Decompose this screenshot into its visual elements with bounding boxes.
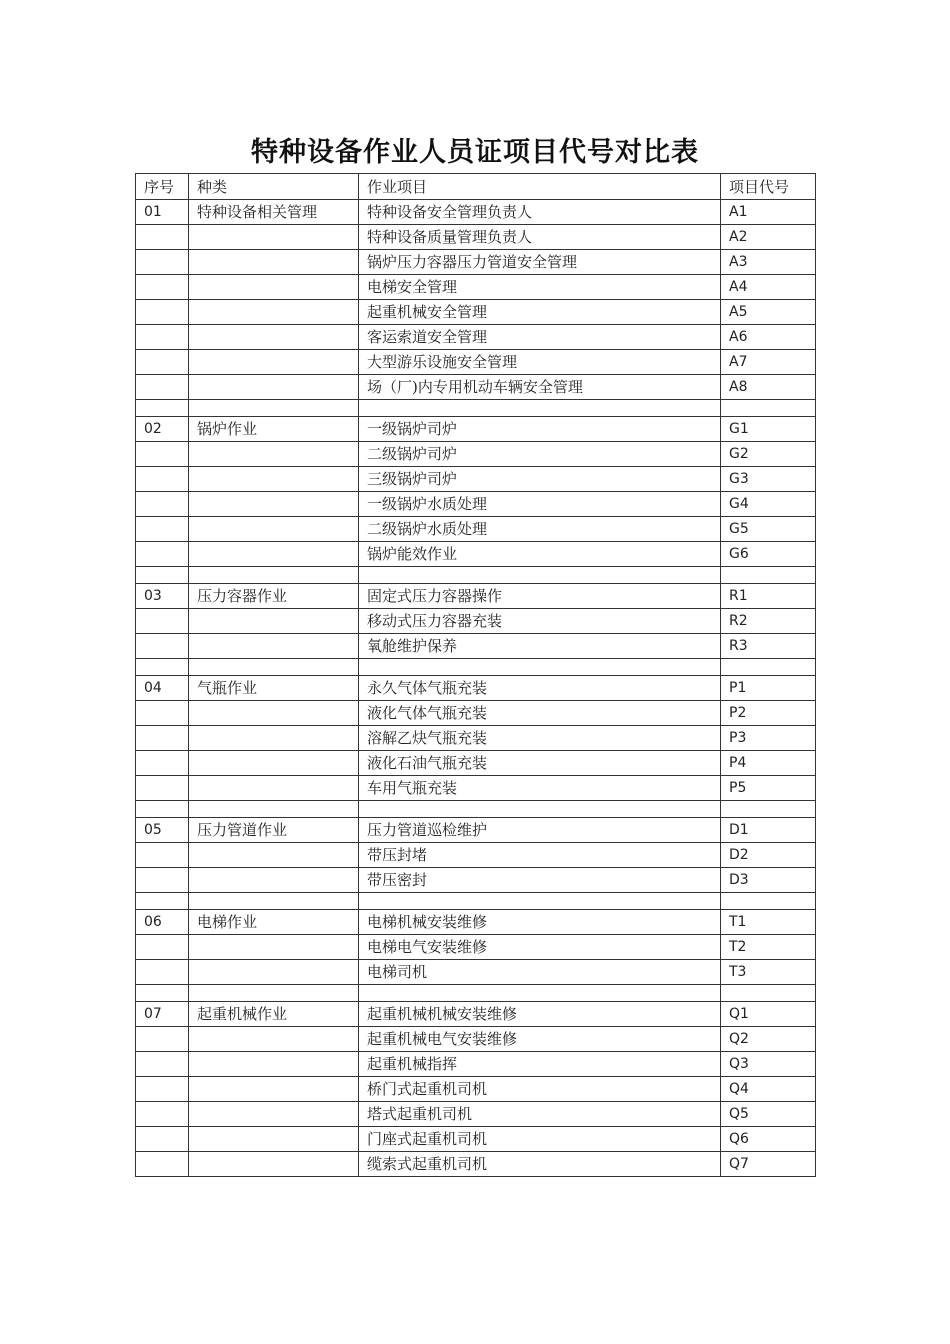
- cell-item-name: 一级锅炉司炉: [359, 417, 721, 442]
- cell-seq: [136, 726, 189, 751]
- spacer-cell: [136, 567, 189, 584]
- table-row: [136, 300, 816, 325]
- cell-category: 气瓶作业: [189, 676, 359, 701]
- cell-item-code: G3: [721, 467, 816, 492]
- cell-item-name: 带压密封: [359, 868, 721, 893]
- cell-seq: [136, 467, 189, 492]
- cell-category: [189, 442, 359, 467]
- cell-category: [189, 225, 359, 250]
- cell-item-code: P5: [721, 776, 816, 801]
- page-title: 特种设备作业人员证项目代号对比表: [251, 137, 699, 168]
- cell-item-code: Q7: [721, 1152, 816, 1177]
- cell-item-name: 三级锅炉司炉: [359, 467, 721, 492]
- spacer-row: [136, 659, 816, 676]
- table-row: [136, 200, 816, 225]
- cell-category: [189, 350, 359, 375]
- cell-item-code: A4: [721, 275, 816, 300]
- cell-item-name: 液化气体气瓶充装: [359, 701, 721, 726]
- spacer-cell: [721, 801, 816, 818]
- spacer-cell: [359, 400, 721, 417]
- cell-seq: [136, 843, 189, 868]
- cell-item-name: 溶解乙炔气瓶充装: [359, 726, 721, 751]
- spacer-cell: [136, 659, 189, 676]
- cell-item-name: 永久气体气瓶充装: [359, 676, 721, 701]
- cell-item-code: Q4: [721, 1077, 816, 1102]
- cell-item-name: 带压封堵: [359, 843, 721, 868]
- cell-item-name: 起重机械电气安装维修: [359, 1027, 721, 1052]
- cell-category: [189, 467, 359, 492]
- cell-seq: [136, 1052, 189, 1077]
- cell-seq: [136, 492, 189, 517]
- table-row: [136, 818, 816, 843]
- spacer-row: [136, 893, 816, 910]
- header-code: 项目代号: [721, 174, 816, 200]
- cell-category: [189, 1152, 359, 1177]
- cell-category: [189, 325, 359, 350]
- table-row: [136, 776, 816, 801]
- cell-item-name: 车用气瓶充装: [359, 776, 721, 801]
- cell-seq: [136, 542, 189, 567]
- cell-item-name: 固定式压力容器操作: [359, 584, 721, 609]
- spacer-row: [136, 801, 816, 818]
- cell-item-name: 锅炉能效作业: [359, 542, 721, 567]
- spacer-cell: [189, 400, 359, 417]
- cell-category: [189, 843, 359, 868]
- table-row: [136, 935, 816, 960]
- cell-item-name: 桥门式起重机司机: [359, 1077, 721, 1102]
- cell-item-name: 大型游乐设施安全管理: [359, 350, 721, 375]
- cell-item-code: D2: [721, 843, 816, 868]
- spacer-cell: [189, 567, 359, 584]
- cell-category: 起重机械作业: [189, 1002, 359, 1027]
- cell-item-name: 氧舱维护保养: [359, 634, 721, 659]
- cell-category: [189, 609, 359, 634]
- table-row: [136, 1127, 816, 1152]
- cell-item-code: G6: [721, 542, 816, 567]
- cell-seq: [136, 776, 189, 801]
- spacer-cell: [721, 400, 816, 417]
- table-row: [136, 726, 816, 751]
- cell-item-code: T2: [721, 935, 816, 960]
- cell-item-name: 液化石油气瓶充装: [359, 751, 721, 776]
- cell-seq: [136, 517, 189, 542]
- cell-item-name: 门座式起重机司机: [359, 1127, 721, 1152]
- cell-category: [189, 701, 359, 726]
- table-row: [136, 676, 816, 701]
- cell-seq: [136, 1102, 189, 1127]
- spacer-row: [136, 400, 816, 417]
- cell-seq: [136, 868, 189, 893]
- cell-category: 锅炉作业: [189, 417, 359, 442]
- spacer-cell: [136, 400, 189, 417]
- table-row: [136, 250, 816, 275]
- table-row: [136, 325, 816, 350]
- cell-item-code: P1: [721, 676, 816, 701]
- header-seq: 序号: [136, 174, 189, 200]
- cell-seq: [136, 350, 189, 375]
- cell-seq: [136, 225, 189, 250]
- cell-item-code: P2: [721, 701, 816, 726]
- table-row: [136, 492, 816, 517]
- cell-item-name: 起重机械指挥: [359, 1052, 721, 1077]
- spacer-cell: [359, 985, 721, 1002]
- cell-seq: [136, 609, 189, 634]
- cell-category: [189, 935, 359, 960]
- cell-item-code: Q5: [721, 1102, 816, 1127]
- cell-category: [189, 275, 359, 300]
- cell-item-code: Q3: [721, 1052, 816, 1077]
- table-row: [136, 417, 816, 442]
- cell-item-code: D1: [721, 818, 816, 843]
- cell-seq: [136, 1027, 189, 1052]
- cell-item-code: R2: [721, 609, 816, 634]
- spacer-cell: [721, 985, 816, 1002]
- cell-item-code: G5: [721, 517, 816, 542]
- spacer-row: [136, 985, 816, 1002]
- header-category: 种类: [189, 174, 359, 200]
- cell-category: [189, 726, 359, 751]
- table-row: [136, 843, 816, 868]
- cell-category: [189, 776, 359, 801]
- table-row: [136, 701, 816, 726]
- cell-item-name: 起重机械机械安装维修: [359, 1002, 721, 1027]
- table-row: [136, 275, 816, 300]
- cell-item-code: P3: [721, 726, 816, 751]
- table-row: [136, 609, 816, 634]
- cell-seq: [136, 442, 189, 467]
- cell-category: [189, 375, 359, 400]
- table-header-row: [136, 174, 816, 200]
- cell-category: [189, 1127, 359, 1152]
- cell-item-name: 二级锅炉水质处理: [359, 517, 721, 542]
- table-row: [136, 1052, 816, 1077]
- cell-item-code: A3: [721, 250, 816, 275]
- table-row: [136, 225, 816, 250]
- cell-seq: [136, 375, 189, 400]
- cell-seq: 06: [136, 910, 189, 935]
- cell-item-name: 起重机械安全管理: [359, 300, 721, 325]
- cell-item-code: A7: [721, 350, 816, 375]
- cell-item-name: 特种设备质量管理负责人: [359, 225, 721, 250]
- cell-item-name: 场（厂)内专用机动车辆安全管理: [359, 375, 721, 400]
- cell-seq: [136, 250, 189, 275]
- table-row: [136, 960, 816, 985]
- spacer-cell: [136, 893, 189, 910]
- cell-item-name: 特种设备安全管理负责人: [359, 200, 721, 225]
- cell-seq: 01: [136, 200, 189, 225]
- cell-seq: [136, 300, 189, 325]
- spacer-cell: [721, 893, 816, 910]
- cell-seq: [136, 1152, 189, 1177]
- table-row: [136, 751, 816, 776]
- spacer-cell: [721, 659, 816, 676]
- cell-category: 电梯作业: [189, 910, 359, 935]
- cell-item-code: T3: [721, 960, 816, 985]
- cell-item-name: 移动式压力容器充装: [359, 609, 721, 634]
- cell-seq: [136, 960, 189, 985]
- cell-item-code: Q6: [721, 1127, 816, 1152]
- cell-category: [189, 300, 359, 325]
- cell-category: [189, 1077, 359, 1102]
- code-comparison-table: [135, 173, 816, 1177]
- table-row: [136, 1102, 816, 1127]
- cell-seq: 04: [136, 676, 189, 701]
- spacer-cell: [189, 659, 359, 676]
- cell-seq: 07: [136, 1002, 189, 1027]
- cell-seq: 05: [136, 818, 189, 843]
- cell-category: [189, 868, 359, 893]
- cell-item-code: A2: [721, 225, 816, 250]
- spacer-cell: [359, 893, 721, 910]
- cell-category: [189, 250, 359, 275]
- cell-seq: [136, 701, 189, 726]
- cell-item-name: 电梯机械安装维修: [359, 910, 721, 935]
- spacer-cell: [189, 985, 359, 1002]
- cell-category: [189, 751, 359, 776]
- cell-item-code: G1: [721, 417, 816, 442]
- cell-item-code: P4: [721, 751, 816, 776]
- table-row: [136, 467, 816, 492]
- cell-item-name: 客运索道安全管理: [359, 325, 721, 350]
- cell-item-code: Q2: [721, 1027, 816, 1052]
- cell-item-code: A1: [721, 200, 816, 225]
- spacer-cell: [189, 893, 359, 910]
- spacer-cell: [721, 567, 816, 584]
- cell-item-name: 压力管道巡检维护: [359, 818, 721, 843]
- cell-item-name: 一级锅炉水质处理: [359, 492, 721, 517]
- table-row: [136, 1152, 816, 1177]
- cell-item-name: 电梯司机: [359, 960, 721, 985]
- cell-seq: [136, 935, 189, 960]
- table-row: [136, 375, 816, 400]
- table-row: [136, 1002, 816, 1027]
- cell-seq: 02: [136, 417, 189, 442]
- cell-item-name: 电梯安全管理: [359, 275, 721, 300]
- cell-item-name: 塔式起重机司机: [359, 1102, 721, 1127]
- cell-category: 特种设备相关管理: [189, 200, 359, 225]
- cell-item-code: D3: [721, 868, 816, 893]
- table-row: [136, 868, 816, 893]
- cell-category: [189, 1102, 359, 1127]
- cell-item-code: G4: [721, 492, 816, 517]
- spacer-cell: [359, 567, 721, 584]
- table-row: [136, 910, 816, 935]
- cell-item-code: R1: [721, 584, 816, 609]
- cell-seq: [136, 1077, 189, 1102]
- table-row: [136, 584, 816, 609]
- cell-item-code: G2: [721, 442, 816, 467]
- table-row: [136, 1027, 816, 1052]
- cell-category: [189, 634, 359, 659]
- table-row: [136, 442, 816, 467]
- cell-item-code: A6: [721, 325, 816, 350]
- cell-item-code: T1: [721, 910, 816, 935]
- cell-category: [189, 1052, 359, 1077]
- table-body: [136, 200, 816, 1177]
- table-row: [136, 517, 816, 542]
- cell-item-code: A8: [721, 375, 816, 400]
- cell-category: [189, 1027, 359, 1052]
- spacer-cell: [136, 801, 189, 818]
- cell-seq: [136, 325, 189, 350]
- cell-seq: [136, 634, 189, 659]
- cell-item-code: A5: [721, 300, 816, 325]
- spacer-row: [136, 567, 816, 584]
- cell-item-name: 二级锅炉司炉: [359, 442, 721, 467]
- cell-category: [189, 492, 359, 517]
- cell-seq: 03: [136, 584, 189, 609]
- cell-item-name: 锅炉压力容器压力管道安全管理: [359, 250, 721, 275]
- cell-seq: [136, 751, 189, 776]
- table-row: [136, 634, 816, 659]
- cell-item-code: R3: [721, 634, 816, 659]
- cell-category: [189, 960, 359, 985]
- cell-item-name: 缆索式起重机司机: [359, 1152, 721, 1177]
- header-item: 作业项目: [359, 174, 721, 200]
- spacer-cell: [359, 659, 721, 676]
- spacer-cell: [189, 801, 359, 818]
- cell-item-name: 电梯电气安装维修: [359, 935, 721, 960]
- spacer-cell: [359, 801, 721, 818]
- cell-category: [189, 517, 359, 542]
- cell-category: 压力容器作业: [189, 584, 359, 609]
- cell-item-code: Q1: [721, 1002, 816, 1027]
- table-row: [136, 350, 816, 375]
- cell-seq: [136, 275, 189, 300]
- cell-category: 压力管道作业: [189, 818, 359, 843]
- spacer-cell: [136, 985, 189, 1002]
- cell-seq: [136, 1127, 189, 1152]
- table-row: [136, 542, 816, 567]
- cell-category: [189, 542, 359, 567]
- table-row: [136, 1077, 816, 1102]
